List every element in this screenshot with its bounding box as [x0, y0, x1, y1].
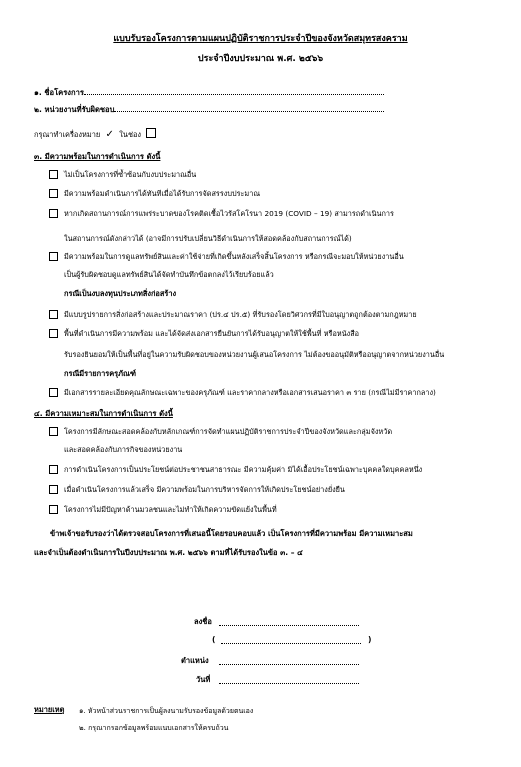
item-continuation: ในสถานการณ์ดังกล่าวได้ (อาจมีการปรับเปลี่ยนวิธีดำเนินการให้สอดคล้องกับสถานการณ์ได้) — [64, 234, 352, 243]
checkbox[interactable] — [49, 427, 58, 436]
agency-field[interactable] — [114, 103, 384, 112]
checkbox[interactable] — [49, 465, 58, 474]
sign-label: ลงชื่อ — [194, 617, 212, 626]
signature-field[interactable] — [219, 624, 359, 626]
note-item: ๒. กรุณากรอกข้อมูลพร้อมแนบเอกสารให้ครบถ้วน — [79, 724, 229, 732]
position-field[interactable] — [219, 663, 359, 665]
agency-label: ๒. หน่วยงานที่รับผิดชอบ — [34, 105, 115, 114]
date-label: วันที่ — [196, 675, 211, 684]
item-text: โครงการไม่มีปัญหาด้านมวลชนและไม่ทำให้เกิดความขัดแย้งในพื้นที่ — [64, 505, 277, 514]
project-name-field[interactable] — [84, 86, 384, 95]
certification-line1: ข้าพเจ้าขอรับรองว่าได้ตรวจสอบโครงการที่เสนอนี้โดยรอบคอบแล้ว เป็นโครงการที่มีความพร้อม มีความเหมาะสม — [50, 529, 413, 538]
printed-name-field[interactable] — [221, 642, 361, 644]
position-label: ตำแหน่ง — [181, 656, 209, 665]
checkbox[interactable] — [49, 388, 58, 397]
date-field[interactable] — [219, 682, 359, 684]
project-name-row — [34, 86, 384, 97]
checkbox[interactable] — [49, 209, 58, 218]
instruction-text: กรุณาทำเครื่องหมาย — [34, 130, 101, 139]
subheading-equipment: กรณีมีรายการครุภัณฑ์ — [64, 369, 136, 378]
item-text: โครงการมีลักษณะสอดคล้องกับหลักเกณฑ์การจัดทำแผนปฏิบัติราชการประจำปีของจังหวัดและกลุ่มจังหวัด — [64, 427, 393, 436]
item-continuation: รับรองยินยอมให้เป็นพื้นที่อยู่ในความรับผิดชอบของหน่วยงานผู้เสนอโครงการ ไม่ต้องขออนุมัติหรืออนุญาตจากหน่วยงานอื่น — [64, 350, 445, 359]
check-mark-icon: ✓ — [105, 129, 114, 140]
checkbox-example-icon — [146, 128, 156, 138]
name-open-paren: ( — [212, 635, 216, 644]
form-title: แบบรับรองโครงการตามแผนปฏิบัติราชการประจำปีของจังหวัดสมุทรสงคราม — [113, 34, 408, 44]
item-text: เมื่อดำเนินโครงการแล้วเสร็จ มีความพร้อมในการบริหารจัดการให้เกิดประโยชน์อย่างยั่งยืน — [64, 485, 345, 494]
section4-heading: ๔. มีความเหมาะสมในการดำเนินการ ดังนี้ — [34, 409, 173, 418]
item-text: มีแบบรูปรายการสิ่งก่อสร้างและประมาณราคา (ปร.๔ ปร.๕) ที่รับรองโดยวิศวกรที่มีใบอนุญาตถูกต้องตามกฎหมาย — [64, 310, 417, 319]
checkbox[interactable] — [49, 310, 58, 319]
checkbox[interactable] — [49, 505, 58, 514]
item-text: มีเอกสารรายละเอียดคุณลักษณะเฉพาะของครุภัณฑ์ และราคากลางหรือเอกสารเสนอราคา ๓ ราย (กรณีไม่มีราคากลาง) — [64, 388, 436, 397]
item-text: พื้นที่ดำเนินการมีความพร้อม และได้จัดส่งเอกสารยืนยันการได้รับอนุญาตให้ใช้พื้นที่ หรือหนังสือ — [64, 329, 360, 338]
instruction-text-after: ในช่อง — [119, 130, 142, 139]
checkbox[interactable] — [49, 485, 58, 494]
certification-line2: และจำเป็นต้องดำเนินการในปีงบประมาณ พ.ศ. ๒๕๖๖ ตามที่ได้รับรองในข้อ ๓. – ๔ — [34, 548, 303, 557]
section3-heading: ๓. มีความพร้อมในการดำเนินการ ดังนี้ — [34, 152, 161, 161]
name-close-paren: ) — [368, 635, 372, 644]
notes-label: หมายเหตุ — [34, 705, 65, 714]
item-text: มีความพร้อมในการดูแลทรัพย์สินและค่าใช้จ่ายที่เกิดขึ้นหลังเสร็จสิ้นโครงการ หรือกรณีจะมอบให้หน่วยงานอื่น — [64, 252, 404, 261]
item-text: การดำเนินโครงการเป็นประโยชน์ต่อประชาชนสาธารณะ มีความคุ้มค่า มิได้เอื้อประโยชน์เฉพาะบุคคลใดบุคคลหนึ่ง — [64, 465, 423, 474]
item-text: หากเกิดสถานการณ์การแพร่ระบาดของโรคติดเชื้อไวรัสโคโรนา 2019 (COVID – 19) สามารถดำเนินการ — [64, 209, 394, 218]
subheading-construction: กรณีเป็นงบลงทุนประเภทสิ่งก่อสร้าง — [64, 289, 177, 298]
checkbox[interactable] — [49, 329, 58, 338]
item-text: มีความพร้อมดำเนินการได้ทันทีเมื่อได้รับการจัดสรรงบประมาณ — [64, 189, 261, 198]
project-name-label: ๑. ชื่อโครงการ — [34, 88, 84, 97]
item-continuation: และสอดคล้องกับภารกิจของหน่วยงาน — [64, 445, 183, 454]
agency-row — [34, 103, 384, 114]
checkbox[interactable] — [49, 189, 58, 198]
note-item: ๑. หัวหน้าส่วนราชการเป็นผู้ลงนามรับรองข้อมูลด้วยตนเอง — [79, 707, 254, 715]
instruction — [34, 128, 156, 141]
form-subtitle: ประจำปีงบประมาณ พ.ศ. ๒๕๖๖ — [197, 54, 324, 64]
item-text: ไม่เป็นโครงการที่ซ้ำซ้อนกับงบประมาณอื่น — [64, 170, 197, 179]
checkbox[interactable] — [49, 170, 58, 179]
item-continuation: เป็นผู้รับผิดชอบดูแลทรัพย์สินได้จัดทำบันทึกข้อตกลงไว้เรียบร้อยแล้ว — [64, 270, 274, 279]
checkbox[interactable] — [49, 252, 58, 261]
